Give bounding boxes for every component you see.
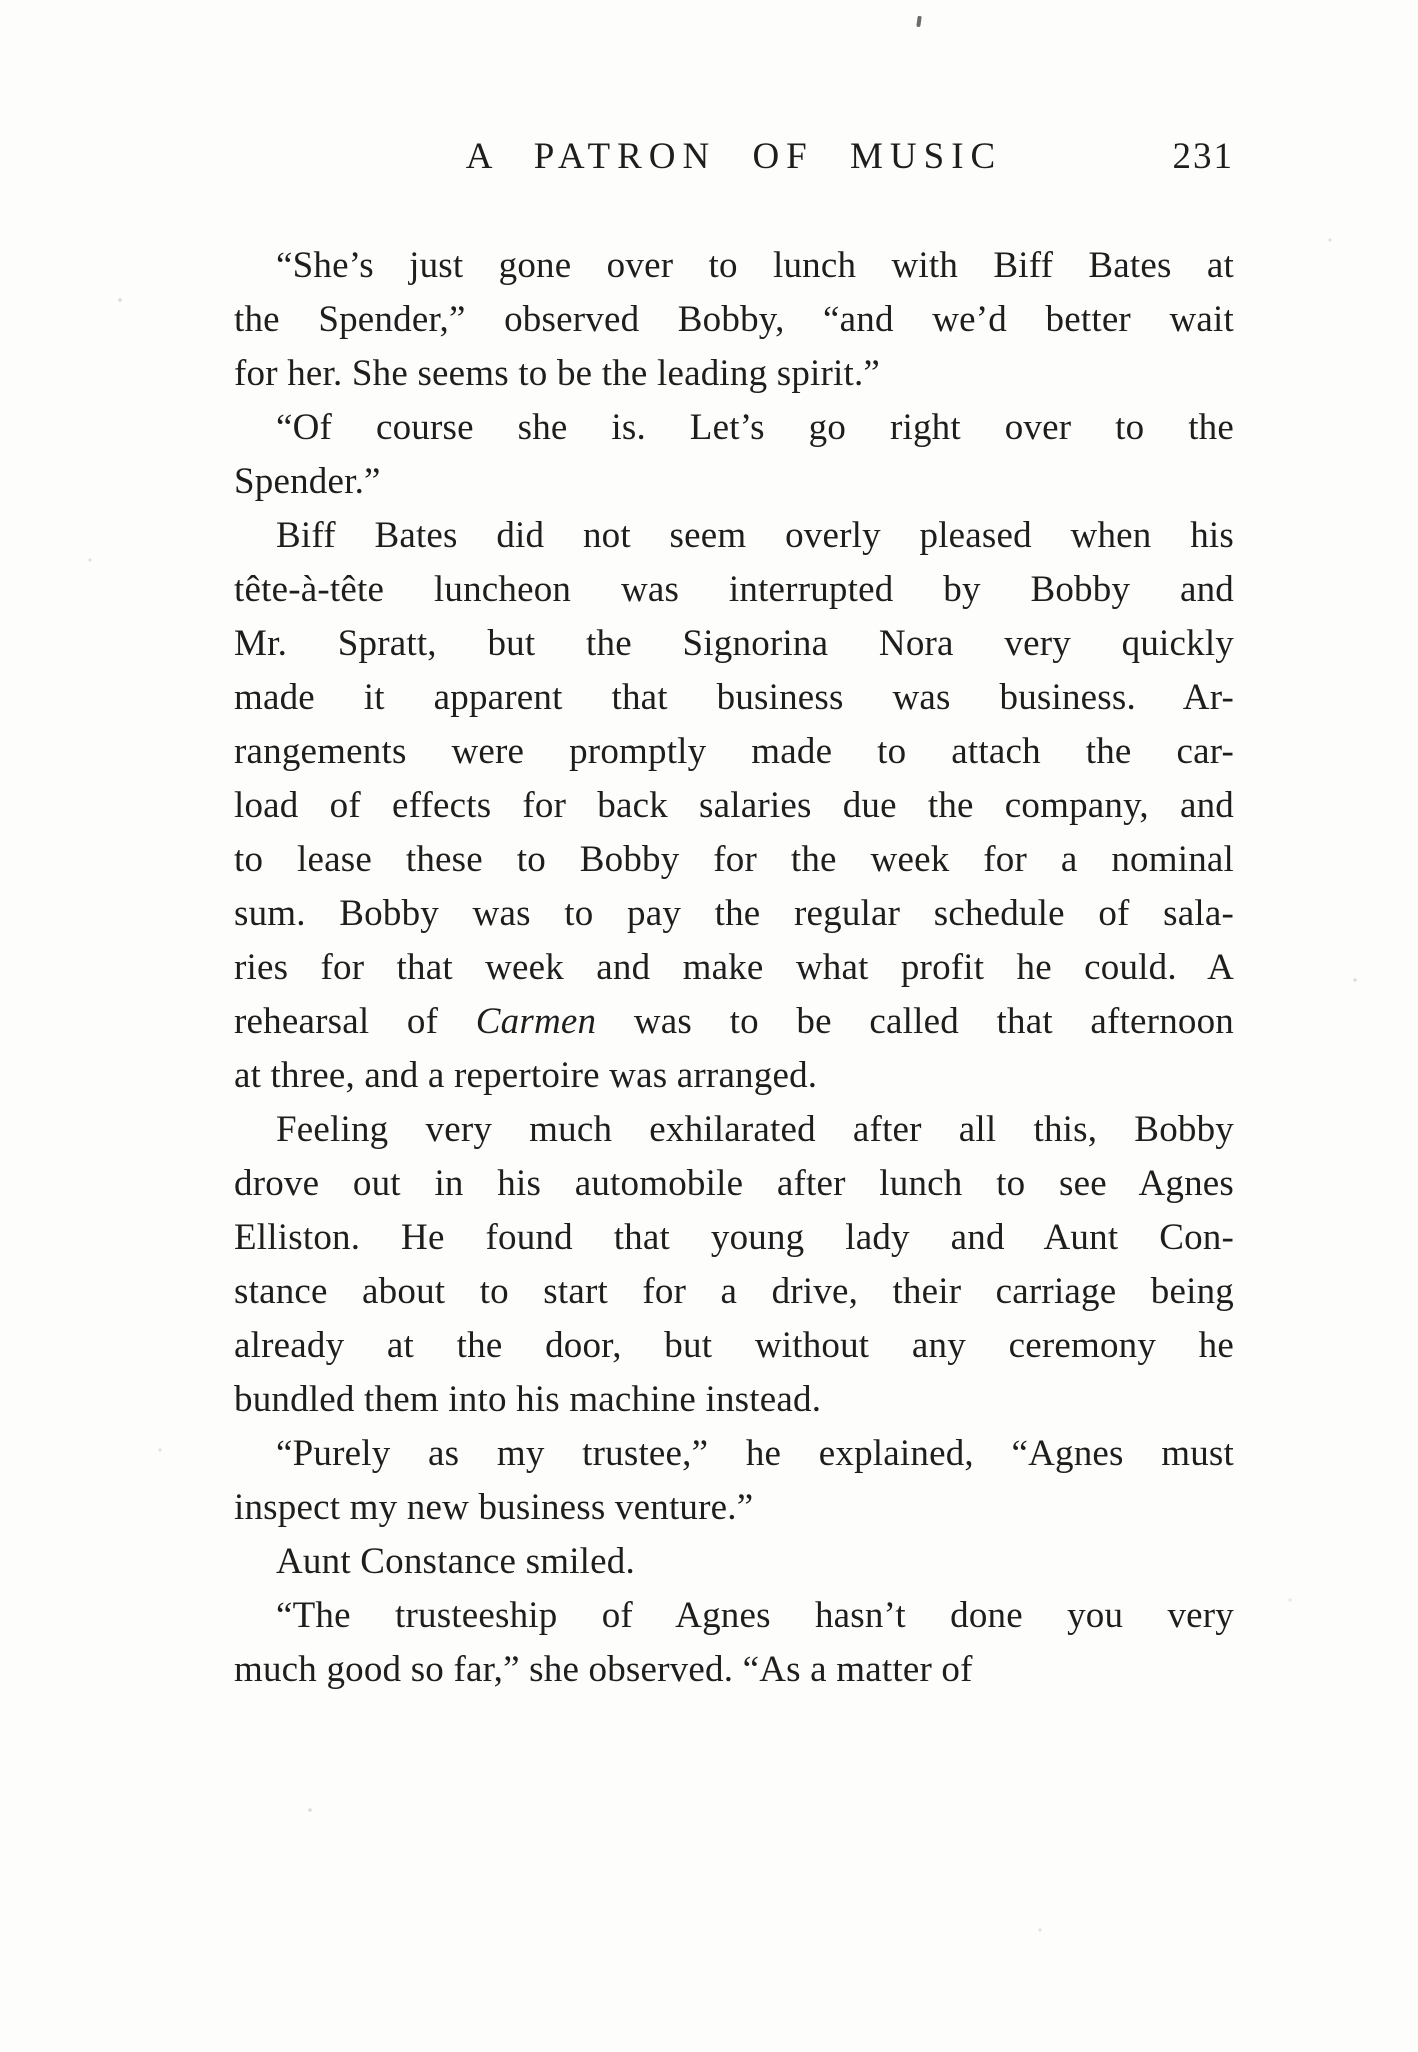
text-line [234,671,1234,725]
text-line [234,995,1234,1049]
text-column [234,0,1234,1697]
paragraph [234,1427,1234,1535]
text-line [234,347,1234,401]
text-line [234,617,1234,671]
paragraph [234,509,1234,1103]
text-segment: inspect my new business venture.” [234,1487,754,1528]
text-segment: tête-à-tête luncheon was interrupted by Bobby and [234,569,1234,610]
text-segment: Biff Bates did not seem overly pleased when his [276,515,1234,556]
text-segment: was to be called that afternoon [596,1001,1234,1042]
text-line [234,1157,1234,1211]
text-segment: Aunt Constance smiled. [276,1541,635,1582]
text-line [234,239,1234,293]
text-line [234,779,1234,833]
text-line [234,725,1234,779]
text-line [234,455,1234,509]
italic-text: Carmen [475,1001,597,1042]
text-segment: rehearsal of [234,1001,476,1042]
text-line [234,1589,1234,1643]
text-segment: to lease these to Bobby for the week for a nominal [234,839,1234,880]
text-segment: at three, and a repertoire was arranged. [234,1055,818,1096]
text-segment: rangements were promptly made to attach the car- [234,731,1234,772]
text-segment: Elliston. He found that young lady and Aunt Con- [234,1217,1234,1258]
text-line [234,293,1234,347]
page-number: 231 [1172,136,1234,177]
text-segment: the Spender,” observed Bobby, “and we’d better wait [234,299,1234,340]
text-line [234,563,1234,617]
text-segment: “She’s just gone over to lunch with Biff Bates at [276,245,1234,286]
text-segment: Spender.” [234,461,381,502]
text-line [234,1265,1234,1319]
text-segment: sum. Bobby was to pay the regular schedule of sala- [234,893,1234,934]
paragraph [234,239,1234,401]
text-line [234,1535,1234,1589]
text-segment: bundled them into his machine instead. [234,1379,822,1420]
text-segment: stance about to start for a drive, their carriage being [234,1271,1234,1312]
paragraph [234,1103,1234,1427]
text-segment: “Of course she is. Let’s go right over to the [276,407,1234,448]
text-segment: “Purely as my trustee,” he explained, “Agnes must [276,1433,1234,1474]
page-body [234,239,1234,1697]
text-segment: much good so far,” she observed. “As a matter of [234,1649,973,1690]
text-segment: ries for that week and make what profit he could. A [234,947,1234,988]
paragraph [234,401,1234,509]
text-line [234,509,1234,563]
text-segment: drove out in his automobile after lunch to see Agnes [234,1163,1234,1204]
text-line [234,1211,1234,1265]
text-segment: load of effects for back salaries due the company, and [234,785,1234,826]
text-line [234,941,1234,995]
text-segment: Mr. Spratt, but the Signorina Nora very quickly [234,623,1234,664]
running-title: A PATRON OF MUSIC [465,136,1003,177]
text-line [234,401,1234,455]
text-line [234,833,1234,887]
text-segment: “The trusteeship of Agnes hasn’t done you very [276,1595,1234,1636]
text-segment: Feeling very much exhilarated after all this, Bobby [276,1109,1234,1150]
text-line [234,1049,1234,1103]
paragraph [234,1589,1234,1697]
paragraph [234,1535,1234,1589]
text-line [234,1427,1234,1481]
page-header [234,133,1234,181]
text-line [234,1643,1234,1697]
text-line [234,1103,1234,1157]
text-segment: made it apparent that business was business. Ar- [234,677,1234,718]
text-segment: for her. She seems to be the leading spirit.” [234,353,881,394]
text-line [234,887,1234,941]
text-line [234,1319,1234,1373]
text-line [234,1481,1234,1535]
text-segment: already at the door, but without any ceremony he [234,1325,1234,1366]
text-line [234,1373,1234,1427]
